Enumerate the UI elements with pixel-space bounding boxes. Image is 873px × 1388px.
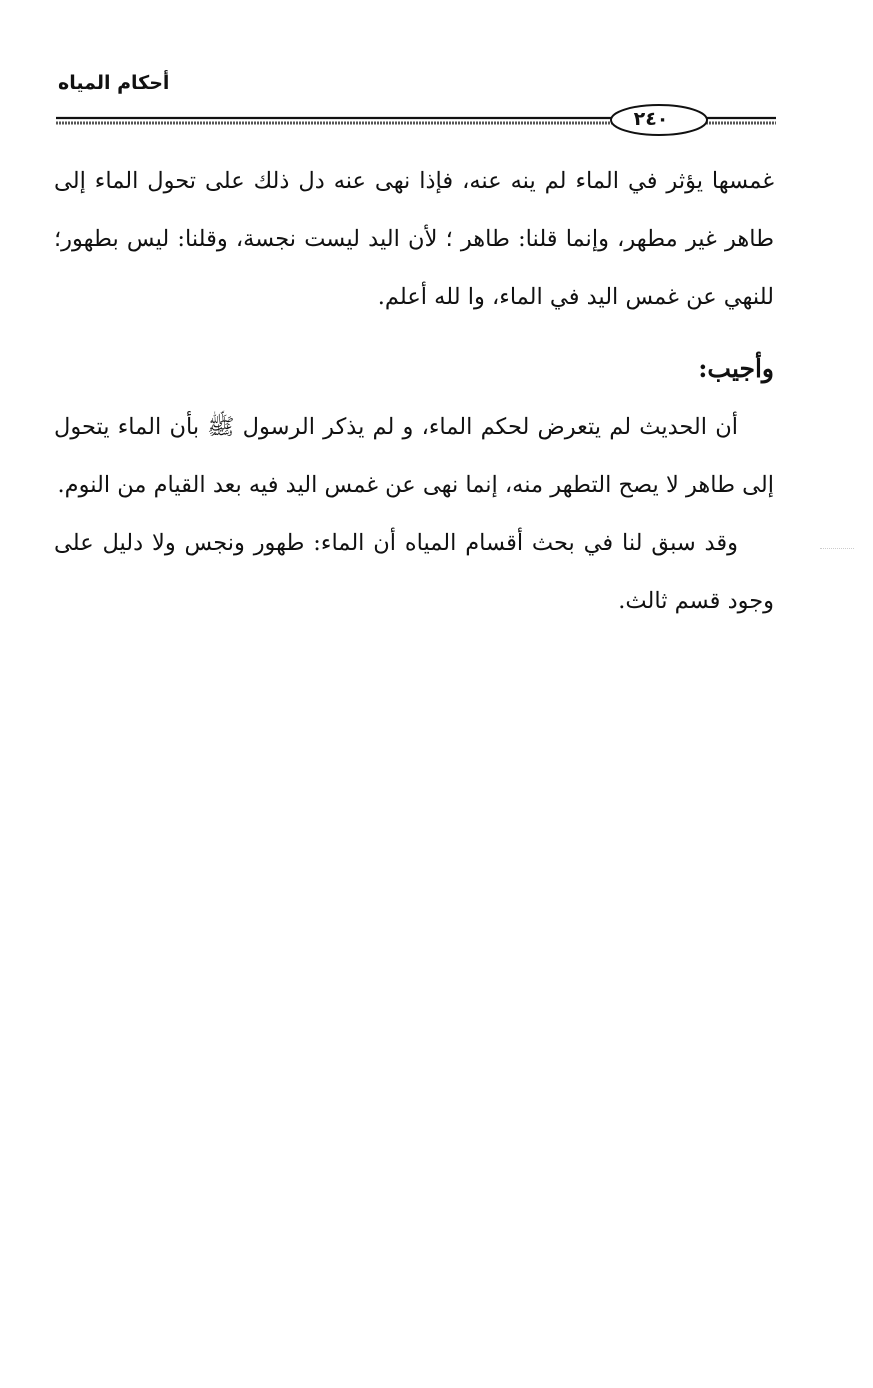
page-body (54, 152, 774, 630)
section-heading: وأجيب: (698, 354, 774, 383)
paragraph-2: أن الحديث لم يتعرض لحكم الماء، و لم يذكر الرسول ﷺ بأن الماء يتحول إلى طاهر لا يصح التطهر منه، إنما نهى عن غمس اليد فيه بعد القيام من النوم. (54, 414, 774, 498)
page-number: ٢٤٠ (633, 108, 669, 130)
margin-mark (820, 548, 854, 551)
paragraph-3: وقد سبق لنا في بحث أقسام المياه أن الماء: طهور ونجس ولا دليل على وجود قسم ثالث. (54, 530, 774, 614)
running-title: أحكام المياه (58, 72, 170, 94)
paragraph-1: غمسها يؤثر في الماء لم ينه عنه، فإذا نهى عنه دل ذلك على تحول الماء إلى طاهر غير مطهر، وإنما قلنا: طاهر ؛ لأن اليد ليست نجسة، وقلنا: ليس بطهور؛ للنهي عن غمس اليد في الماء، وا لله أعلم. (54, 168, 774, 310)
